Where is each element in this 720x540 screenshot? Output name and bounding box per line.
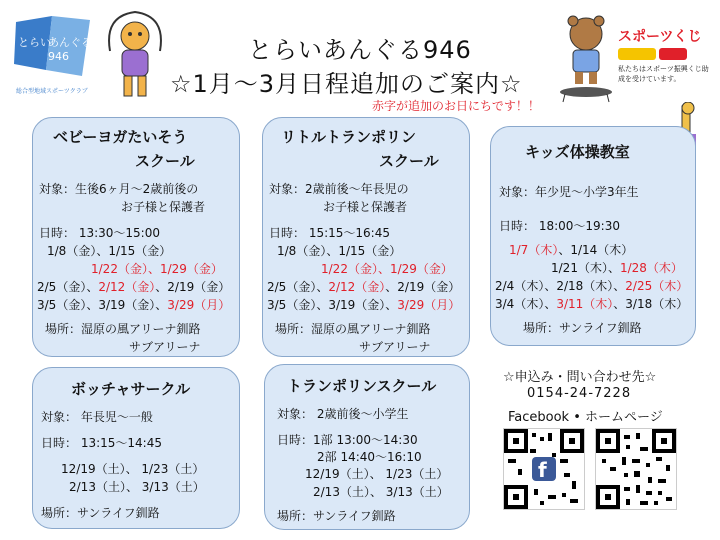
card-title: キッズ体操教室 — [525, 143, 630, 161]
bear-trampoline-icon — [555, 12, 617, 104]
card-date: 1/21（木）、1/28（木） — [551, 261, 683, 275]
card-place: 場所：サンライフ釧路 — [523, 321, 642, 335]
card-time: 日時： 13:30〜15:00 — [39, 226, 160, 240]
card-date: 2/5（金）、2/12（金）、2/19（金） — [267, 280, 461, 294]
card-trampoline-school — [264, 364, 470, 530]
card-time: 日時：1部 13:00〜14:30 — [277, 433, 418, 447]
contact-phone[interactable]: 0154-24-7228 — [527, 386, 632, 401]
card-date: 1/8（金）、1/15（金） — [47, 244, 172, 258]
card-date: 3/4（木）、3/11（木）、3/18（木） — [495, 297, 689, 311]
card-date: 1/7（木）、1/14（木） — [509, 243, 634, 257]
homepage-qr-code[interactable] — [595, 428, 677, 510]
card-date: 12/19（土）、 1/23（土） — [305, 467, 449, 481]
card-kids-gymnastics — [490, 126, 696, 346]
card-target-2: お子様と保護者 — [323, 200, 408, 214]
page-title: ☆1月〜3月日程追加のご案内☆ — [170, 70, 523, 98]
svg-text:あんぐる: あんぐる — [48, 36, 92, 49]
card-date: 1/8（金）、1/15（金） — [277, 244, 402, 258]
card-target: 対象： 2歳前後〜小学生 — [277, 407, 409, 421]
red-note: 赤字が追加のお日にちです！！ — [372, 99, 540, 113]
card-title: トランポリンスクール — [287, 377, 437, 395]
card-title: ボッチャサークル — [71, 380, 191, 398]
card-date: 2/4（木）、2/18（木）、2/25（木） — [495, 279, 689, 293]
card-target: 対象：年少児〜小学3年生 — [499, 185, 639, 199]
svg-text:946: 946 — [48, 50, 69, 63]
card-place: 場所：湿原の風アリーナ釧路 — [275, 322, 431, 336]
card-baby-yoga — [32, 117, 240, 357]
tiger-mascot-icon — [100, 6, 170, 106]
card-date-added: 1/22（金）、1/29（金） — [321, 262, 453, 276]
card-target: 対象：2歳前後〜年長児の — [269, 182, 409, 196]
card-date: 2/13（土）、 3/13（土） — [313, 485, 449, 499]
card-place-2: サブアリーナ — [129, 340, 201, 354]
card-time: 日時： 13:15〜14:45 — [41, 436, 162, 450]
card-time: 日時： 18:00〜19:30 — [499, 219, 620, 233]
card-target: 対象： 年長児〜一般 — [41, 410, 153, 424]
card-little-trampoline — [262, 117, 470, 357]
org-logo-sub: 総合型地域スポーツクラブ — [16, 88, 88, 95]
card-title-2: スクール — [135, 152, 195, 170]
org-logo — [12, 14, 92, 95]
card-place: 場所：サンライフ釧路 — [277, 509, 396, 523]
card-title: リトルトランポリン — [281, 128, 417, 146]
card-place: 場所：湿原の風アリーナ釧路 — [45, 322, 201, 336]
svg-text:f: f — [538, 458, 547, 482]
card-target: 対象：生後6ヶ月〜2歳前後の — [39, 182, 199, 196]
card-date: 2/5（金）、2/12（金）、2/19（金） — [37, 280, 231, 294]
sports-kuji-logo: スポーツくじ 私たちはスポーツ振興くじ助成を受けています。 — [618, 29, 709, 83]
card-target-2: お子様と保護者 — [121, 200, 206, 214]
card-date: 2/13（土）、 3/13（土） — [69, 480, 205, 494]
card-date: 3/5（金）、3/19（金）、3/29（月） — [267, 298, 461, 312]
contact-links: Facebook • ホームページ — [508, 410, 663, 425]
card-time: 日時： 15:15〜16:45 — [269, 226, 390, 240]
card-title-2: スクール — [379, 152, 439, 170]
card-date: 3/5（金）、3/19（金）、3/29（月） — [37, 298, 231, 312]
card-title: ベビーヨガたいそう — [53, 128, 188, 146]
facebook-qr-code[interactable] — [503, 428, 585, 510]
card-boccia — [32, 367, 240, 529]
card-time-2: 2部 14:40〜16:10 — [317, 450, 422, 464]
svg-text:とらい: とらい — [18, 36, 51, 49]
page-title-org: とらいあんぐる946 — [248, 36, 472, 64]
card-place-2: サブアリーナ — [359, 340, 431, 354]
card-date-added: 1/22（金）、1/29（金） — [91, 262, 223, 276]
card-place: 場所：サンライフ釧路 — [41, 506, 160, 520]
card-date: 12/19（土）、 1/23（土） — [61, 462, 205, 476]
contact-heading: ☆申込み・問い合わせ先☆ — [503, 370, 657, 385]
